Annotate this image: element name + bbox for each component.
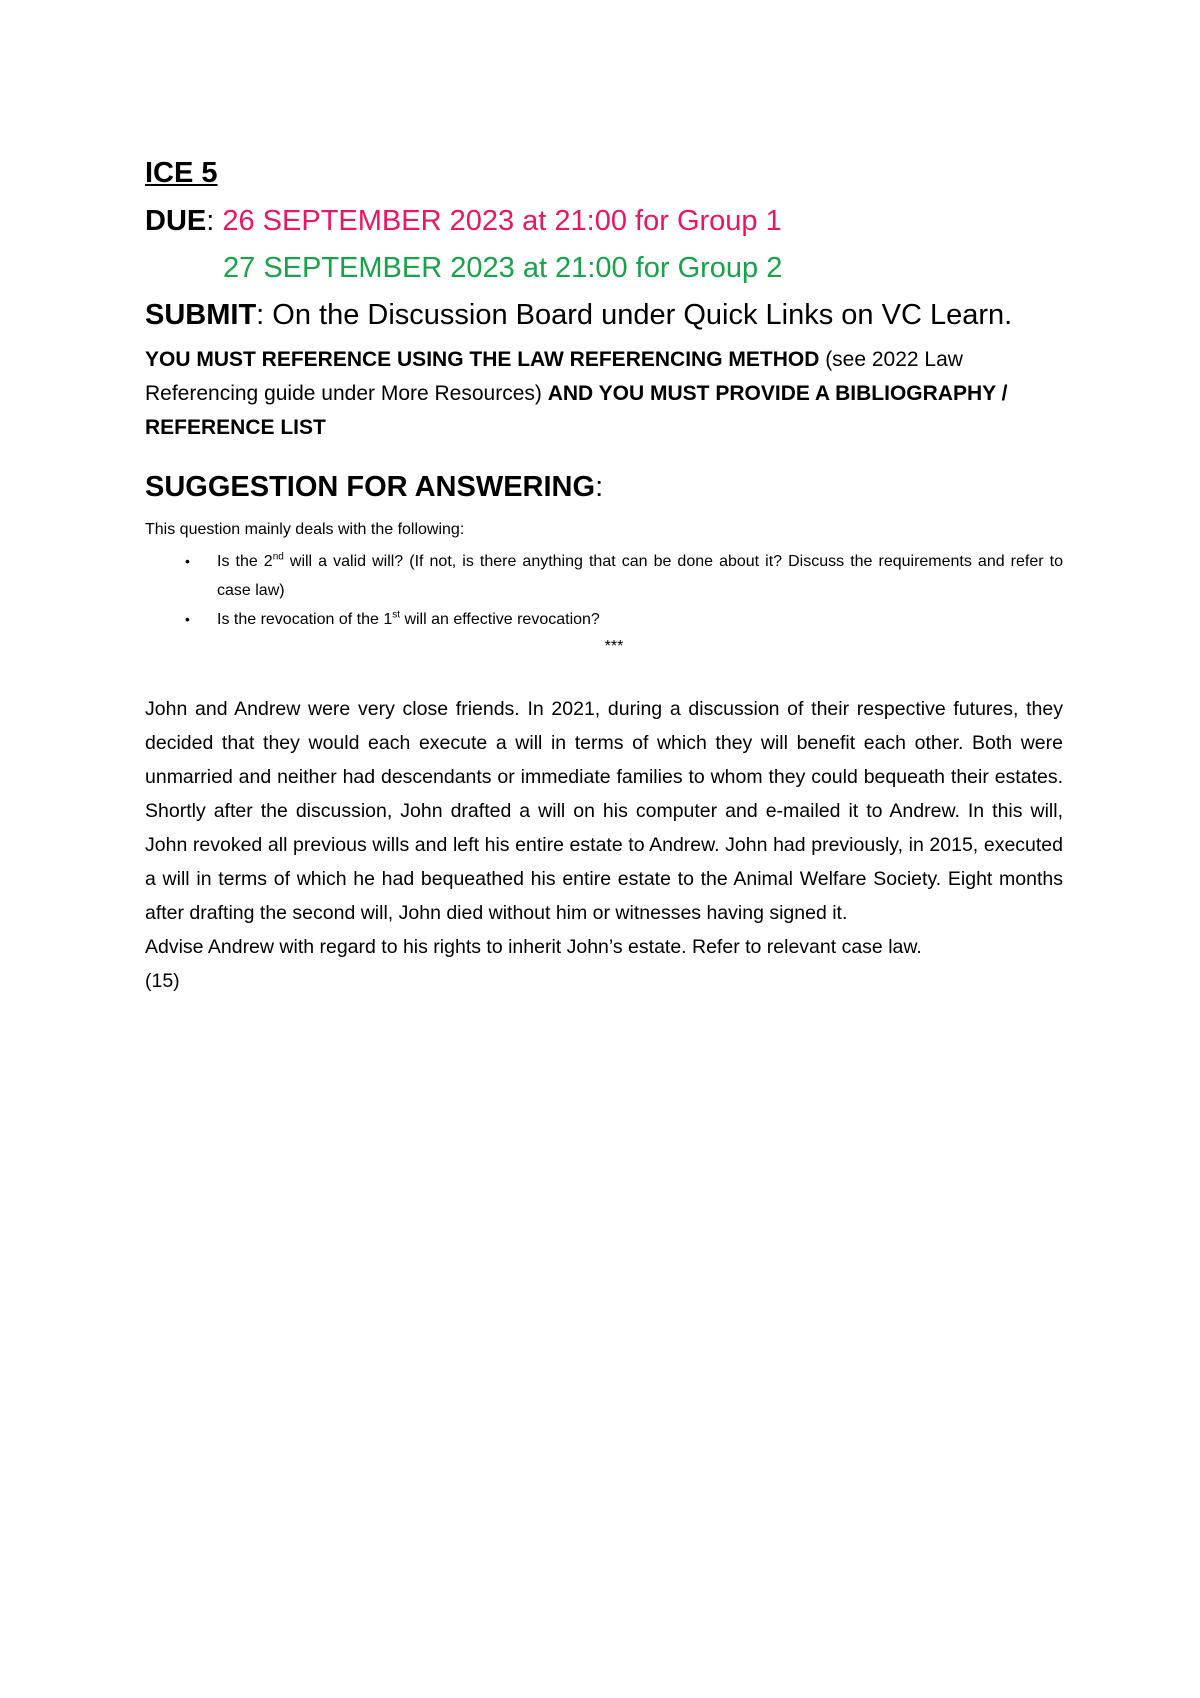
bullet-icon: •: [185, 553, 190, 569]
bullet-1-sup: nd: [272, 551, 284, 563]
bullet-2-pre: Is the revocation of the 1: [217, 611, 393, 628]
bullet-2-sup: st: [392, 609, 400, 621]
document-page: [145, 140, 1063, 998]
suggestion-heading: [145, 467, 1063, 507]
scenario-question: Advise Andrew with regard to his rights to inherit John’s estate. Refer to relevant case law.: [145, 936, 922, 958]
section-separator: ***: [604, 638, 624, 655]
reference-normal: (see 2022 Law Referencing guide under More Resources): [145, 348, 963, 405]
submit-label: SUBMIT: [145, 299, 257, 331]
reference-bold-1: YOU MUST REFERENCE USING THE LAW REFERENCING METHOD: [145, 348, 820, 371]
due-date-group-2: 27 SEPTEMBER 2023 at 21:00 for Group 2: [223, 252, 783, 284]
list-item: [145, 605, 1063, 634]
suggestion-heading-text: SUGGESTION FOR ANSWERING: [145, 471, 596, 503]
due-date-group-1: 26 SEPTEMBER 2023 at 21:00 for Group 1: [222, 205, 782, 237]
list-item: [145, 547, 1063, 605]
bullet-1-pre: Is the 2: [217, 553, 273, 570]
scenario-paragraph: John and Andrew were very close friends. In 2021, during a discussion of their respective futures, they decided that they would each execute a will in terms of which they will benefit each other. Both were unmarried and neither had descendants or immediate families to whom they could bequeath their estates. Shortly after the discussion, John drafted a will on his computer and e-mailed it to Andrew. In this will, John revoked all previous wills and left his entire estate to Andrew. John had previously, in 2015, executed a will in terms of which he had bequeathed his entire estate to the Animal Welfare Society. Eight months after drafting the second will, John died without him or witnesses having signed it.: [145, 698, 1063, 924]
suggestion-intro: This question mainly deals with the following:: [145, 521, 465, 538]
page-title: ICE 5: [145, 157, 218, 189]
due-group-1: [145, 197, 1063, 245]
submit-instructions: [145, 292, 1063, 339]
referencing-requirement: [145, 343, 1063, 445]
marks: (15): [145, 970, 180, 992]
suggestion-heading-colon: :: [595, 471, 604, 503]
submit-text: : On the Discussion Board under Quick Links on VC Learn.: [256, 299, 1013, 331]
reference-bold-2: AND YOU MUST PROVIDE A BIBLIOGRAPHY / REFERENCE LIST: [145, 382, 1008, 439]
bullet-2-post: will an effective revocation?: [400, 611, 600, 628]
due-label: DUE: [145, 205, 207, 237]
bullet-1-post: will a valid will? (If not, is there anything that can be done about it? Discuss the requirements and refer to case law): [217, 553, 1063, 599]
bullet-icon: •: [185, 611, 190, 627]
due-separator: :: [206, 205, 223, 237]
suggestion-list: [145, 547, 1063, 634]
